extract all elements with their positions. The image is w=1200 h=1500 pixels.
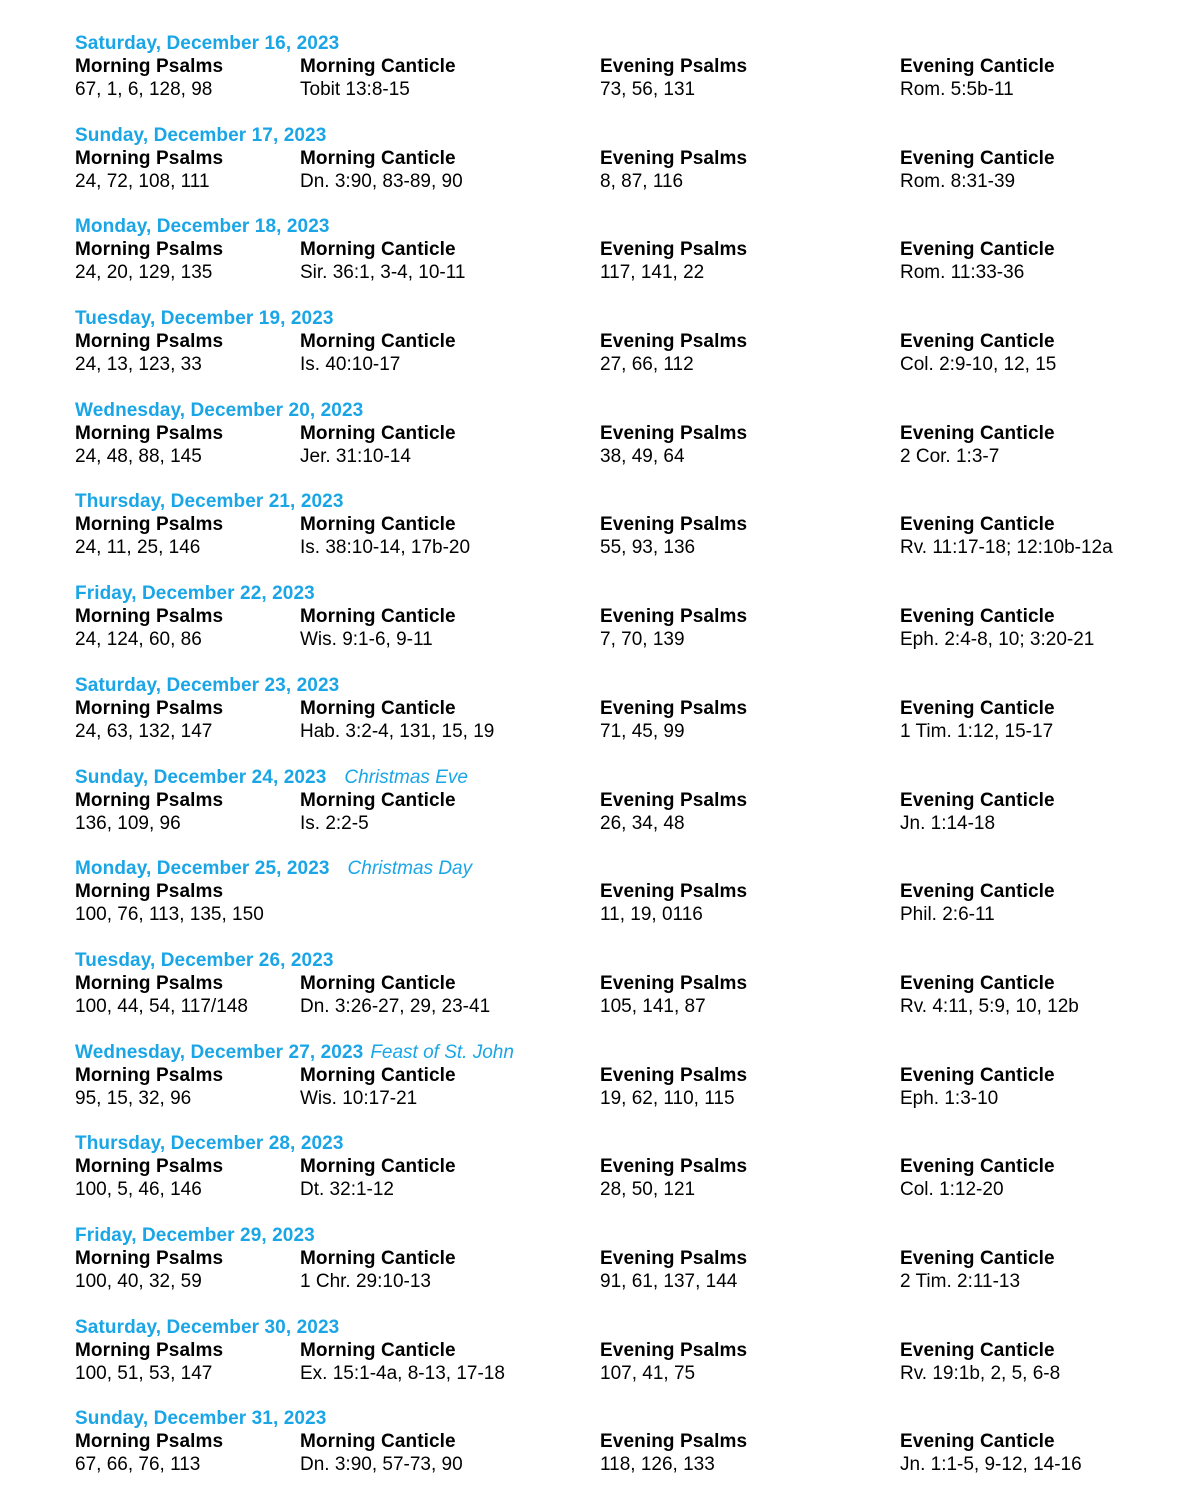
- psalm-schedule: [75, 32, 1185, 1499]
- evening-canticle-value: 1 Tim. 1:12, 15-17: [900, 720, 1054, 742]
- morning-psalms-column: [75, 422, 223, 468]
- morning-canticle-column: [300, 147, 463, 193]
- day-date: Tuesday, December 26, 2023: [75, 949, 334, 971]
- evening-psalms-value: 27, 66, 112: [600, 354, 694, 376]
- morning-psalms-label: Morning Psalms: [75, 789, 224, 811]
- evening-canticle-column: [900, 55, 1055, 101]
- morning-canticle-value: Ex. 15:1-4a, 8-13, 17-18: [300, 1362, 505, 1384]
- day-entry: [75, 307, 1185, 399]
- evening-canticle-value: Rv. 19:1b, 2, 5, 6-8: [900, 1362, 1061, 1384]
- morning-canticle-value: Hab. 3:2-4, 131, 15, 19: [300, 720, 495, 742]
- morning-psalms-label: Morning Psalms: [75, 972, 224, 994]
- morning-canticle-label: Morning Canticle: [300, 56, 456, 77]
- evening-canticle-label: Evening Canticle: [900, 1247, 1055, 1269]
- evening-psalms-value: 117, 141, 22: [600, 262, 705, 284]
- evening-psalms-label: Evening Psalms: [600, 1339, 748, 1361]
- morning-psalms-column: [75, 55, 223, 101]
- day-date: Thursday, December 21, 2023: [75, 491, 344, 513]
- evening-psalms-label: Evening Psalms: [600, 147, 748, 169]
- evening-canticle-label: Evening Canticle: [900, 422, 1055, 444]
- evening-canticle-label: Evening Canticle: [900, 239, 1055, 261]
- morning-psalms-label: Morning Psalms: [75, 1156, 224, 1178]
- day-entry: [75, 582, 1185, 674]
- evening-psalms-label: Evening Psalms: [600, 1064, 748, 1086]
- morning-canticle-label: Morning Canticle: [300, 514, 456, 536]
- evening-canticle-column: [900, 1247, 1055, 1293]
- evening-psalms-column: [600, 1339, 747, 1385]
- morning-canticle-label: Morning Canticle: [300, 422, 456, 444]
- morning-psalms-column: [75, 147, 223, 193]
- morning-canticle-column: [300, 789, 456, 835]
- evening-canticle-column: [900, 1155, 1055, 1201]
- day-date: Sunday, December 24, 2023: [75, 766, 327, 788]
- morning-psalms-value: 95, 15, 32, 96: [75, 1087, 192, 1109]
- morning-psalms-column: [75, 605, 223, 651]
- evening-canticle-value: Col. 2:9-10, 12, 15: [900, 354, 1057, 376]
- evening-psalms-value: 118, 126, 133: [600, 1454, 715, 1476]
- day-date: Friday, December 29, 2023: [75, 1224, 315, 1246]
- evening-psalms-column: [600, 880, 747, 926]
- evening-canticle-value: Jn. 1:1-5, 9-12, 14-16: [900, 1454, 1082, 1476]
- evening-canticle-value: Rv. 4:11, 5:9, 10, 12b: [900, 995, 1079, 1017]
- morning-psalms-column: [75, 1247, 223, 1293]
- evening-canticle-column: [900, 330, 1056, 376]
- evening-canticle-label: Evening Canticle: [900, 1064, 1055, 1086]
- evening-psalms-column: [600, 1430, 747, 1476]
- morning-psalms-column: [75, 697, 223, 743]
- date-line: [75, 1132, 344, 1156]
- feast-label: Christmas Day: [347, 858, 473, 880]
- evening-psalms-label: Evening Psalms: [600, 1156, 748, 1178]
- morning-canticle-label: Morning Canticle: [300, 239, 456, 261]
- evening-canticle-label: Evening Canticle: [900, 1339, 1055, 1361]
- evening-psalms-column: [600, 789, 747, 835]
- morning-canticle-label: Morning Canticle: [300, 972, 456, 994]
- evening-psalms-label: Evening Psalms: [600, 56, 748, 77]
- morning-canticle-value: Wis. 9:1-6, 9-11: [300, 629, 433, 651]
- morning-psalms-label: Morning Psalms: [75, 697, 224, 719]
- day-entry: [75, 32, 1185, 124]
- date-line: [75, 1224, 315, 1248]
- morning-canticle-column: [300, 1430, 463, 1476]
- date-line: [75, 949, 334, 973]
- date-line: [75, 674, 339, 698]
- day-entry: [75, 1041, 1185, 1133]
- evening-psalms-column: [600, 605, 747, 651]
- morning-canticle-label: Morning Canticle: [300, 1431, 456, 1453]
- date-line: [75, 582, 315, 606]
- morning-canticle-label: Morning Canticle: [300, 697, 456, 719]
- day-date: Saturday, December 16, 2023: [75, 33, 340, 54]
- morning-psalms-label: Morning Psalms: [75, 606, 224, 628]
- date-line: [75, 857, 472, 881]
- morning-canticle-value: 1 Chr. 29:10-13: [300, 1270, 431, 1292]
- morning-psalms-column: [75, 1339, 223, 1385]
- evening-canticle-label: Evening Canticle: [900, 1431, 1055, 1453]
- day-date: Sunday, December 31, 2023: [75, 1408, 327, 1430]
- evening-psalms-column: [600, 1155, 747, 1201]
- morning-psalms-label: Morning Psalms: [75, 56, 224, 77]
- morning-psalms-label: Morning Psalms: [75, 331, 224, 353]
- morning-psalms-value: 67, 1, 6, 128, 98: [75, 79, 213, 100]
- morning-psalms-value: 24, 13, 123, 33: [75, 354, 202, 376]
- morning-canticle-label: Morning Canticle: [300, 331, 456, 353]
- evening-psalms-value: 73, 56, 131: [600, 79, 696, 100]
- day-entry: [75, 490, 1185, 582]
- evening-canticle-column: [900, 147, 1055, 193]
- evening-psalms-value: 7, 70, 139: [600, 629, 685, 651]
- day-entry: [75, 124, 1185, 216]
- evening-psalms-value: 91, 61, 137, 144: [600, 1270, 738, 1292]
- day-entry: [75, 1407, 1185, 1499]
- morning-canticle-label: Morning Canticle: [300, 1339, 456, 1361]
- morning-psalms-value: 24, 124, 60, 86: [75, 629, 202, 651]
- day-date: Saturday, December 30, 2023: [75, 1316, 340, 1338]
- morning-canticle-value: Is. 40:10-17: [300, 354, 401, 376]
- morning-canticle-value: Sir. 36:1, 3-4, 10-11: [300, 262, 466, 284]
- day-date: Saturday, December 23, 2023: [75, 674, 340, 696]
- morning-canticle-column: [300, 697, 494, 743]
- evening-psalms-label: Evening Psalms: [600, 881, 748, 903]
- evening-canticle-label: Evening Canticle: [900, 789, 1055, 811]
- evening-psalms-value: 38, 49, 64: [600, 445, 685, 467]
- morning-psalms-column: [75, 1430, 223, 1476]
- evening-psalms-label: Evening Psalms: [600, 1247, 748, 1269]
- evening-canticle-value: Eph. 2:4-8, 10; 3:20-21: [900, 629, 1095, 651]
- morning-psalms-label: Morning Psalms: [75, 1064, 224, 1086]
- morning-canticle-value: Dn. 3:26-27, 29, 23-41: [300, 995, 491, 1017]
- evening-canticle-label: Evening Canticle: [900, 56, 1055, 77]
- evening-psalms-value: 105, 141, 87: [600, 995, 706, 1017]
- evening-canticle-value: Eph. 1:3-10: [900, 1087, 999, 1109]
- morning-psalms-column: [75, 1064, 223, 1110]
- evening-canticle-column: [900, 513, 1113, 559]
- evening-psalms-label: Evening Psalms: [600, 1431, 748, 1453]
- evening-psalms-label: Evening Psalms: [600, 697, 748, 719]
- feast-label: Christmas Eve: [344, 766, 468, 788]
- evening-psalms-value: 55, 93, 136: [600, 537, 696, 559]
- evening-psalms-label: Evening Psalms: [600, 789, 748, 811]
- morning-psalms-label: Morning Psalms: [75, 1247, 224, 1269]
- evening-psalms-label: Evening Psalms: [600, 514, 748, 536]
- date-line: [75, 32, 339, 56]
- evening-canticle-label: Evening Canticle: [900, 697, 1055, 719]
- evening-canticle-column: [900, 972, 1079, 1018]
- evening-canticle-value: Phil. 2:6-11: [900, 904, 995, 926]
- evening-canticle-column: [900, 1339, 1060, 1385]
- morning-canticle-label: Morning Canticle: [300, 1247, 456, 1269]
- morning-canticle-label: Morning Canticle: [300, 789, 456, 811]
- day-date: Wednesday, December 27, 2023: [75, 1041, 364, 1063]
- evening-canticle-value: 2 Cor. 1:3-7: [900, 445, 1000, 467]
- morning-canticle-column: [300, 1155, 456, 1201]
- morning-canticle-value: Dn. 3:90, 57-73, 90: [300, 1454, 463, 1476]
- day-date: Thursday, December 28, 2023: [75, 1133, 344, 1155]
- evening-psalms-column: [600, 147, 747, 193]
- morning-canticle-value: Is. 2:2-5: [300, 812, 369, 834]
- day-date: Wednesday, December 20, 2023: [75, 399, 364, 421]
- day-entry: [75, 215, 1185, 307]
- evening-psalms-value: 28, 50, 121: [600, 1179, 696, 1201]
- evening-psalms-label: Evening Psalms: [600, 972, 748, 994]
- evening-psalms-value: 8, 87, 116: [600, 170, 684, 192]
- morning-canticle-column: [300, 1247, 456, 1293]
- morning-psalms-value: 136, 109, 96: [75, 812, 181, 834]
- morning-psalms-value: 24, 48, 88, 145: [75, 445, 202, 467]
- morning-psalms-value: 100, 51, 53, 147: [75, 1362, 213, 1384]
- date-line: [75, 307, 334, 331]
- date-line: [75, 1407, 326, 1431]
- feast-label: Feast of St. John: [370, 1041, 514, 1063]
- day-date: Friday, December 22, 2023: [75, 583, 315, 605]
- evening-canticle-value: Jn. 1:14-18: [900, 812, 996, 834]
- morning-psalms-column: [75, 880, 264, 926]
- date-line: [75, 124, 326, 148]
- evening-psalms-value: 26, 34, 48: [600, 812, 685, 834]
- morning-canticle-value: Wis. 10:17-21: [300, 1087, 418, 1109]
- morning-psalms-value: 100, 5, 46, 146: [75, 1179, 202, 1201]
- day-date: Tuesday, December 19, 2023: [75, 308, 334, 330]
- morning-canticle-column: [300, 238, 465, 284]
- morning-psalms-column: [75, 513, 223, 559]
- date-line: [75, 1316, 339, 1340]
- morning-canticle-value: Jer. 31:10-14: [300, 445, 411, 467]
- evening-canticle-label: Evening Canticle: [900, 881, 1055, 903]
- date-line: [75, 1041, 514, 1065]
- evening-canticle-value: Col. 1:12-20: [900, 1179, 1004, 1201]
- evening-canticle-column: [900, 422, 1055, 468]
- morning-canticle-column: [300, 422, 456, 468]
- morning-psalms-value: 100, 40, 32, 59: [75, 1270, 202, 1292]
- evening-canticle-label: Evening Canticle: [900, 331, 1055, 353]
- day-entry: [75, 1316, 1185, 1408]
- evening-canticle-column: [900, 605, 1094, 651]
- evening-canticle-column: [900, 1430, 1082, 1476]
- evening-psalms-column: [600, 1247, 747, 1293]
- morning-psalms-label: Morning Psalms: [75, 422, 224, 444]
- morning-psalms-label: Morning Psalms: [75, 881, 224, 903]
- day-entry: [75, 674, 1185, 766]
- evening-canticle-column: [900, 697, 1055, 743]
- evening-canticle-value: Rv. 11:17-18; 12:10b-12a: [900, 537, 1113, 559]
- morning-canticle-column: [300, 513, 470, 559]
- morning-psalms-label: Morning Psalms: [75, 514, 224, 536]
- evening-canticle-label: Evening Canticle: [900, 147, 1055, 169]
- morning-canticle-column: [300, 1339, 505, 1385]
- morning-psalms-value: 100, 76, 113, 135, 150: [75, 904, 264, 926]
- evening-psalms-column: [600, 1064, 747, 1110]
- day-entry: [75, 766, 1185, 858]
- morning-psalms-column: [75, 972, 248, 1018]
- evening-canticle-column: [900, 1064, 1055, 1110]
- evening-psalms-value: 19, 62, 110, 115: [600, 1087, 735, 1109]
- morning-psalms-value: 24, 63, 132, 147: [75, 720, 213, 742]
- evening-canticle-value: Rom. 8:31-39: [900, 170, 1016, 192]
- morning-psalms-column: [75, 789, 223, 835]
- morning-psalms-value: 24, 72, 108, 111: [75, 170, 210, 192]
- morning-canticle-label: Morning Canticle: [300, 147, 456, 169]
- evening-psalms-column: [600, 55, 747, 101]
- day-date: Monday, December 18, 2023: [75, 216, 330, 238]
- evening-psalms-label: Evening Psalms: [600, 239, 748, 261]
- date-line: [75, 766, 468, 790]
- morning-canticle-column: [300, 605, 456, 651]
- day-entry: [75, 1224, 1185, 1316]
- evening-canticle-column: [900, 789, 1055, 835]
- evening-psalms-value: 71, 45, 99: [600, 720, 685, 742]
- evening-psalms-value: 11, 19, 0116: [600, 904, 703, 926]
- morning-psalms-label: Morning Psalms: [75, 1431, 224, 1453]
- day-entry: [75, 1132, 1185, 1224]
- morning-canticle-column: [300, 330, 456, 376]
- evening-psalms-column: [600, 238, 747, 284]
- morning-canticle-column: [300, 55, 456, 101]
- evening-canticle-label: Evening Canticle: [900, 1156, 1055, 1178]
- evening-psalms-column: [600, 972, 747, 1018]
- morning-canticle-value: Dn. 3:90, 83-89, 90: [300, 170, 463, 192]
- morning-psalms-column: [75, 238, 223, 284]
- morning-psalms-label: Morning Psalms: [75, 1339, 224, 1361]
- day-entry: [75, 949, 1185, 1041]
- evening-canticle-label: Evening Canticle: [900, 514, 1055, 536]
- morning-psalms-value: 24, 11, 25, 146: [75, 537, 201, 559]
- morning-canticle-label: Morning Canticle: [300, 1064, 456, 1086]
- morning-canticle-value: Tobit 13:8-15: [300, 79, 410, 100]
- evening-psalms-label: Evening Psalms: [600, 422, 748, 444]
- date-line: [75, 490, 344, 514]
- evening-canticle-value: 2 Tim. 2:11-13: [900, 1270, 1021, 1292]
- evening-psalms-column: [600, 422, 747, 468]
- date-line: [75, 215, 330, 239]
- morning-canticle-label: Morning Canticle: [300, 1156, 456, 1178]
- morning-canticle-label: Morning Canticle: [300, 606, 456, 628]
- evening-psalms-label: Evening Psalms: [600, 606, 748, 628]
- evening-psalms-column: [600, 330, 747, 376]
- evening-canticle-value: Rom. 11:33-36: [900, 262, 1025, 284]
- day-entry: [75, 857, 1185, 949]
- morning-psalms-column: [75, 330, 223, 376]
- morning-canticle-value: Dt. 32:1-12: [300, 1179, 394, 1201]
- morning-psalms-column: [75, 1155, 223, 1201]
- morning-canticle-value: Is. 38:10-14, 17b-20: [300, 537, 471, 559]
- morning-psalms-value: 67, 66, 76, 113: [75, 1454, 201, 1476]
- day-date: Sunday, December 17, 2023: [75, 124, 327, 146]
- morning-canticle-column: [300, 972, 490, 1018]
- evening-canticle-column: [900, 238, 1055, 284]
- evening-canticle-column: [900, 880, 1055, 926]
- date-line: [75, 399, 363, 423]
- morning-psalms-label: Morning Psalms: [75, 147, 224, 169]
- day-date: Monday, December 25, 2023: [75, 858, 330, 880]
- evening-canticle-label: Evening Canticle: [900, 972, 1055, 994]
- evening-canticle-value: Rom. 5:5b-11: [900, 79, 1014, 100]
- morning-psalms-label: Morning Psalms: [75, 239, 224, 261]
- day-entry: [75, 399, 1185, 491]
- morning-psalms-value: 100, 44, 54, 117/148: [75, 995, 248, 1017]
- evening-canticle-label: Evening Canticle: [900, 606, 1055, 628]
- evening-psalms-column: [600, 513, 747, 559]
- evening-psalms-column: [600, 697, 747, 743]
- morning-psalms-value: 24, 20, 129, 135: [75, 262, 213, 284]
- evening-psalms-value: 107, 41, 75: [600, 1362, 696, 1384]
- evening-psalms-label: Evening Psalms: [600, 331, 748, 353]
- morning-canticle-column: [300, 1064, 456, 1110]
